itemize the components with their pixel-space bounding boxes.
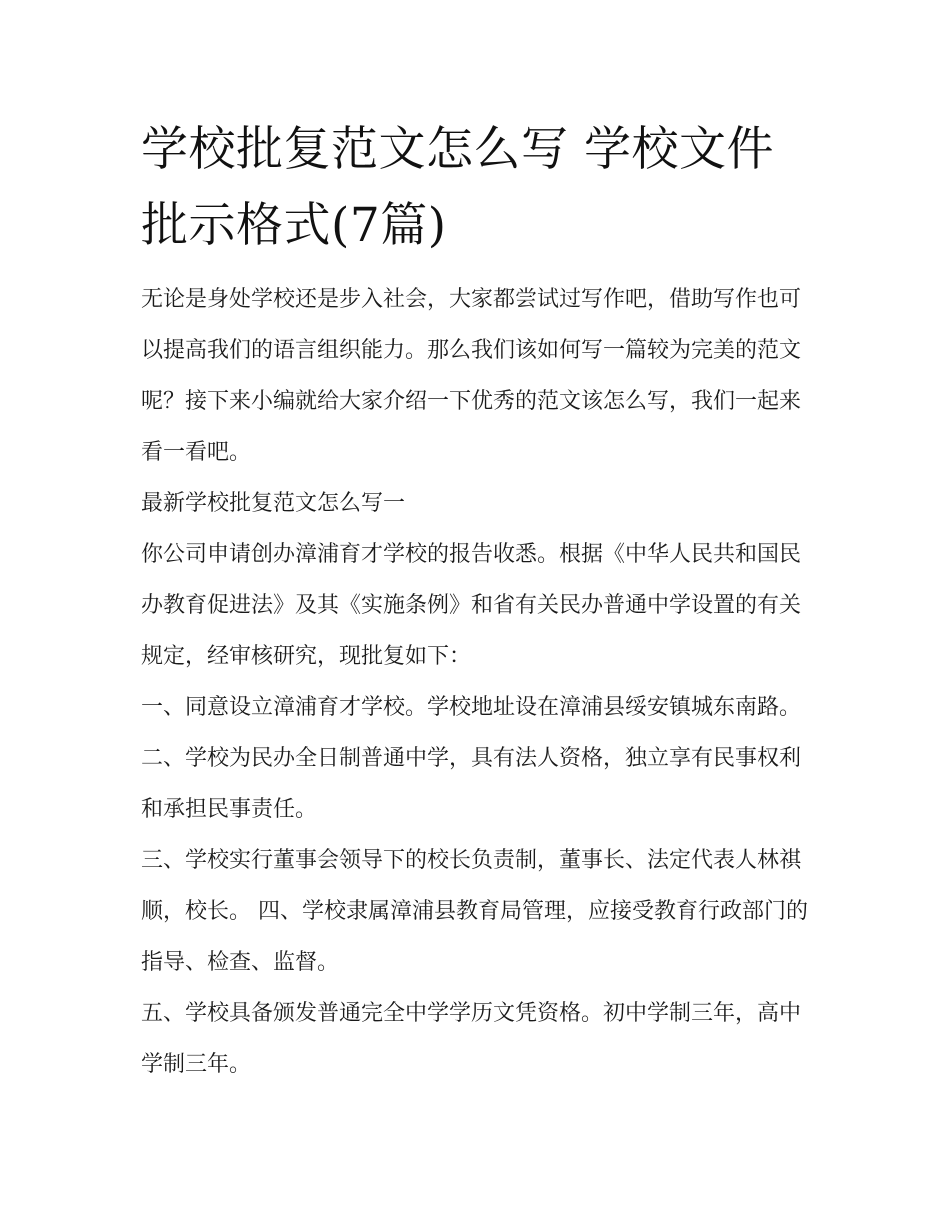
clause-paragraph-5: 五、学校具备颁发普通完全中学学历文凭资格。初中学制三年，高中学制三年。 bbox=[141, 1001, 802, 1077]
clause-paragraph-3-4: 三、学校实行董事会领导下的校长负责制，董事长、法定代表人林祺顺，校长。 四、学校隶属漳浦县教育局管理，应接受教育行政部门的指导、检查、监督。 bbox=[141, 848, 808, 975]
reply-paragraph: 你公司申请创办漳浦育才学校的报告收悉。根据《中华人民共和国民办教育促进法》及其《实施条例》和省有关民办普通中学设置的有关规定，经审核研究，现批复如下： bbox=[141, 542, 802, 669]
intro-paragraph: 无论是身处学校还是步入社会，大家都尝试过写作吧，借助写作也可以提高我们的语言组织能力。那么我们该如何写一篇较为完美的范文呢？接下来小编就给大家介绍一下优秀的范文该怎么写，我们一起来看一看吧。 bbox=[141, 287, 802, 465]
section-heading: 最新学校批复范文怎么写一 bbox=[141, 491, 406, 516]
clause-paragraph-1-2: 一、同意设立漳浦育才学校。学校地址设在漳浦县绥安镇城东南路。 二、学校为民办全日制普通中学，具有法人资格，独立享有民事权利和承担民事责任。 bbox=[141, 695, 802, 822]
document-title: 学校批复范文怎么写 学校文件批示格式(7篇) bbox=[141, 122, 774, 253]
document-body bbox=[141, 112, 813, 1090]
